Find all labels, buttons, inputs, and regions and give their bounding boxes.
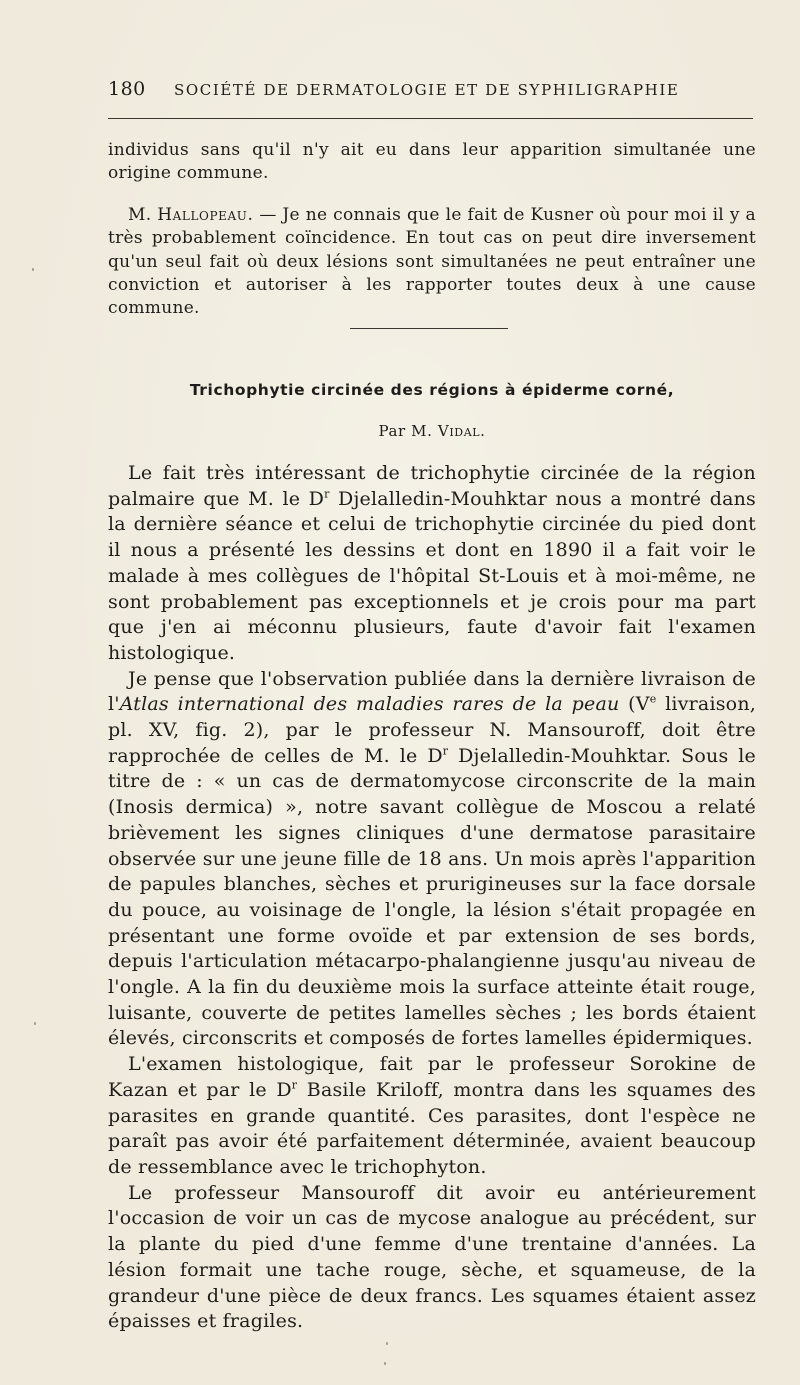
p3-text-a: L'examen histologique, fait par le professeur Sorokine de Kazan et par le D: [108, 1053, 756, 1101]
p1-text-a: Le fait très intéressant de trichophytie circinée de la région palmaire que M. le D: [108, 462, 756, 510]
p2-text-c: livraison, pl. XV, fig. 2), par le professeur N. Mansouroff, doit être rapprochée de celles de M. le D: [108, 693, 756, 767]
page-number: 180: [108, 78, 146, 100]
author-line: [108, 422, 756, 440]
p2-superscript-1: e: [649, 693, 657, 706]
p2-text-b: (V: [619, 693, 650, 716]
speaker-prefix: M.: [128, 205, 158, 225]
intro-text: individus sans qu'il n'y ait eu dans leur apparition simultanée une origine commune.: [108, 140, 756, 184]
hallopeau-paragraph: [108, 204, 756, 320]
p1-superscript: r: [324, 487, 330, 501]
article-title: Trichophytie circinée des régions à épiderme corné,: [189, 381, 675, 399]
author-name: Vidal.: [437, 422, 486, 440]
body-paragraph-3: [108, 1052, 756, 1181]
running-head: SOCIÉTÉ DE DERMATOLOGIE ET DE SYPHILIGRAPHIE: [174, 81, 680, 99]
p4-text: Le professeur Mansouroff dit avoir eu antérieurement l'occasion de voir un cas de mycose analogue au précédent, sur la plante du pied d'une femme d'une trentaine d'années. La lésion formait une tache rouge, sèche, et squameuse, de la grandeur d'une pièce de deux francs. Les squames étaient assez épaisses et fragiles.: [108, 1181, 756, 1333]
body-paragraph-4: [108, 1181, 756, 1335]
page-header: [108, 78, 753, 102]
p2-text-d: Djelalledin-Mouhktar. Sous le titre de : « un cas de dermatomycose circonscrite de la main (Inosis dermica) », notre savant collègue de Moscou a relaté brièvement les signes cliniques d'une dermatose parasitaire observée sur une jeune fille de 18 ans. Un mois après l'apparition de papules blanches, sèches et prurigineuses sur la face dorsale du pouce, au voisinage de l'ongle, la lésion s'était propagée en présentant une forme ovoïde et par extension de ses bords, depuis l'articulation métacarpo-phalangienne jusqu'au niveau de l'ongle. A la fin du deuxième mois la surface atteinte était rouge, luisante, couverte de petites lamelles sèches ; les bords étaient élevés, circonscrits et composés de fortes lamelles épidermiques.: [108, 744, 756, 1050]
p2-text-a: Je pense que l'observation publiée dans la dernière livraison de l': [108, 667, 756, 716]
paper-speck: [384, 1362, 386, 1365]
body-paragraph-2: [108, 667, 756, 1053]
body-paragraph-1: [108, 461, 756, 667]
section-divider: [350, 328, 508, 329]
p1-text-b: Djelalledin-Mouhktar nous a montré dans la dernière séance et celui de trichophytie circinée du pied dont il nous a présenté les dessins et dont en 1890 il a fait voir le malade à mes collègues de l'hôpital St-Louis et à moi-même, ne sont probablement pas exceptionnels et je crois pour ma part que j'en ai méconnu plusieurs, faute d'avoir fait l'examen histologique.: [108, 487, 756, 664]
intro-paragraph: [108, 139, 756, 186]
paper-speck: [32, 268, 34, 271]
p3-text-b: Basile Kriloff, montra dans les squames des parasites en grande quantité. Ces parasites, dont l'espèce ne paraît pas avoir été parfaitement déterminée, avaient beaucoup de ressemblance avec le trichophyton.: [108, 1078, 756, 1178]
p2-superscript-2: r: [442, 744, 449, 758]
p3-superscript: r: [291, 1078, 298, 1092]
paper-speck: [34, 1022, 36, 1025]
header-rule: [108, 118, 753, 119]
p2-atlas-title: Atlas international des maladies rares de la peau: [119, 693, 620, 716]
article-body: [108, 461, 756, 1335]
paper-speck: [386, 1342, 388, 1345]
hallopeau-text: — Je ne connais que le fait de Kusner où pour moi il y a très probablement coïncidence. En tout cas on peut dire inversement qu'un seul fait où deux lésions sont simultanées ne peut entraîner une conviction et autoriser à les rapporter toutes deux à une cause commune.: [108, 205, 756, 319]
author-prefix: Par M.: [378, 422, 438, 440]
speaker-name: Hallopeau.: [157, 205, 254, 225]
